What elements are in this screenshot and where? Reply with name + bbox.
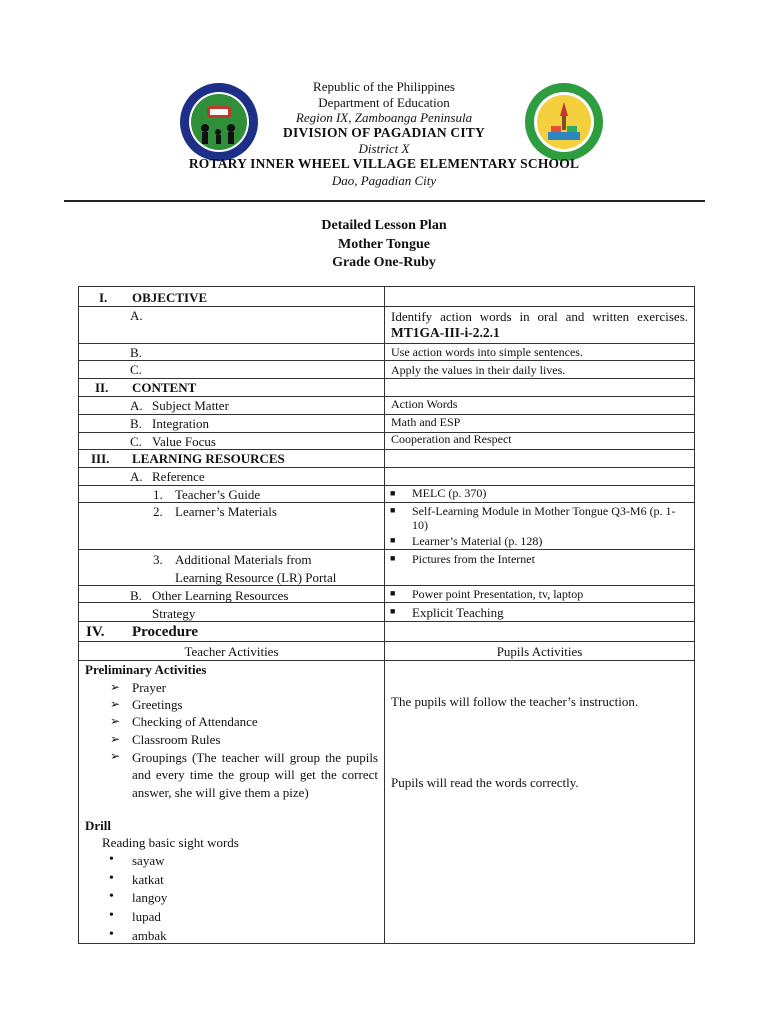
strategy-value: Explicit Teaching (412, 605, 504, 620)
additional-materials-label-2: Learning Resource (LR) Portal (175, 570, 337, 585)
row-divider (79, 306, 694, 307)
drill-word: langoy (132, 890, 168, 905)
republic-line: Republic of the Philippines (313, 79, 455, 94)
square-bullet-icon: ■ (390, 588, 396, 598)
procedure-heading: Procedure (132, 624, 199, 640)
row-divider (79, 432, 694, 433)
dot-bullet-icon: • (109, 871, 114, 886)
division-line: DIVISION OF PAGADIAN CITY (283, 125, 485, 140)
drill-intro: Reading basic sight words (102, 835, 239, 850)
value-letter: C. (130, 434, 142, 449)
preliminary-item: Classroom Rules (132, 732, 221, 747)
row-divider (79, 660, 694, 661)
additional-materials-value: Pictures from the Internet (412, 552, 535, 566)
grade-title: Grade One-Ruby (332, 255, 436, 270)
preliminary-item: Prayer (132, 680, 166, 695)
row-divider (79, 360, 694, 361)
integration-label: Integration (152, 416, 210, 431)
objective-c-letter: C. (130, 362, 142, 377)
arrow-bullet-icon: ➢ (110, 732, 121, 746)
resources-numeral: III. (91, 451, 110, 466)
groupings-text: Groupings (The teacher will group the pupils and every time the group will get the correct answer, she will give them a pize) (132, 750, 378, 800)
lesson-plan-table (78, 286, 695, 944)
drill-word: katkat (132, 872, 164, 887)
plan-title: Detailed Lesson Plan (321, 218, 447, 233)
row-divider (79, 549, 694, 550)
integration-letter: B. (130, 416, 142, 431)
pupils-activities-header: Pupils Activities (496, 644, 583, 659)
melc-code: MT1GA-III-i-2.2.1 (391, 325, 500, 341)
subject-letter: A. (130, 398, 143, 413)
objective-a-letter: A. (130, 308, 143, 323)
row-divider (79, 485, 694, 486)
row-divider (79, 378, 694, 379)
arrow-bullet-icon: ➢ (110, 697, 121, 711)
additional-materials-label: Additional Materials from (175, 552, 312, 567)
row-divider (79, 467, 694, 468)
square-bullet-icon: ■ (390, 553, 396, 563)
row-divider (79, 396, 694, 397)
row-divider (79, 414, 694, 415)
district-line: District X (358, 141, 410, 156)
dot-bullet-icon: • (109, 908, 114, 923)
teachers-guide-value: MELC (p. 370) (412, 486, 487, 500)
pupil-response-follow: The pupils will follow the teacher’s instruction. (391, 694, 639, 709)
reference-label: Reference (152, 469, 205, 484)
dot-bullet-icon: • (109, 927, 114, 942)
square-bullet-icon: ■ (390, 488, 396, 498)
drill-label: Drill (85, 818, 111, 833)
strategy-label: Strategy (152, 606, 196, 621)
value-label: Value Focus (152, 434, 216, 449)
dot-bullet-icon: • (109, 889, 114, 904)
content-numeral: II. (95, 380, 109, 395)
learners-material-value: Learner’s Material (p. 128) (412, 534, 543, 548)
teachers-guide-num: 1. (153, 487, 163, 502)
row-divider (79, 502, 694, 503)
resources-heading: LEARNING RESOURCES (132, 451, 285, 466)
pupil-response-read: Pupils will read the words correctly. (391, 775, 579, 790)
row-divider (79, 343, 694, 344)
preliminary-item: Checking of Attendance (132, 714, 258, 729)
procedure-numeral: IV. (86, 624, 105, 640)
dot-bullet-icon: • (109, 852, 114, 867)
square-bullet-icon: ■ (390, 535, 396, 545)
other-resources-letter: B. (130, 588, 142, 603)
teacher-activities-header: Teacher Activities (184, 644, 279, 659)
teachers-guide-label: Teacher’s Guide (175, 487, 261, 502)
objective-heading: OBJECTIVE (132, 290, 208, 305)
objective-c-text: Apply the values in their daily lives. (391, 363, 566, 377)
row-divider (79, 449, 694, 450)
column-divider (384, 287, 385, 943)
subject-title: Mother Tongue (338, 237, 430, 252)
drill-word: sayaw (132, 853, 165, 868)
department-line: Department of Education (318, 95, 450, 110)
preliminary-activities-label: Preliminary Activities (85, 662, 207, 677)
arrow-bullet-icon: ➢ (110, 714, 121, 728)
drill-word: lupad (132, 909, 161, 924)
value-value: Cooperation and Respect (391, 432, 512, 446)
learners-materials-num: 2. (153, 504, 163, 519)
arrow-bullet-icon: ➢ (110, 749, 121, 763)
drill-word: ambak (132, 928, 167, 943)
subject-value: Action Words (391, 397, 458, 411)
region-line: Region IX, Zamboanga Peninsula (295, 110, 473, 125)
objective-b-letter: B. (130, 345, 142, 360)
objective-numeral: I. (99, 290, 108, 305)
subject-label: Subject Matter (152, 398, 229, 413)
school-address: Dao, Pagadian City (331, 173, 437, 188)
arrow-bullet-icon: ➢ (110, 680, 121, 694)
row-divider (79, 621, 694, 622)
other-resources-value: Power point Presentation, tv, laptop (412, 587, 584, 601)
row-divider (79, 585, 694, 586)
reference-letter: A. (130, 469, 143, 484)
objective-b-text: Use action words into simple sentences. (391, 345, 583, 359)
row-divider (79, 641, 694, 642)
objective-a-text: Identify action words in oral and written exercises. MT1GA-III-i-2.2.1 (391, 309, 688, 341)
additional-materials-num: 3. (153, 552, 163, 567)
integration-value: Math and ESP (391, 415, 461, 429)
square-bullet-icon: ■ (390, 505, 396, 515)
preliminary-item: Greetings (132, 697, 183, 712)
learners-materials-value: Self-Learning Module in Mother Tongue Q3-M6 (p. 1-10) (412, 504, 676, 533)
header-divider (64, 200, 705, 202)
school-name: ROTARY INNER WHEEL VILLAGE ELEMENTARY SCHOOL (188, 156, 580, 171)
learners-materials-label: Learner’s Materials (175, 504, 277, 519)
square-bullet-icon: ■ (390, 606, 396, 616)
other-resources-label: Other Learning Resources (152, 588, 289, 603)
content-heading: CONTENT (132, 380, 197, 395)
